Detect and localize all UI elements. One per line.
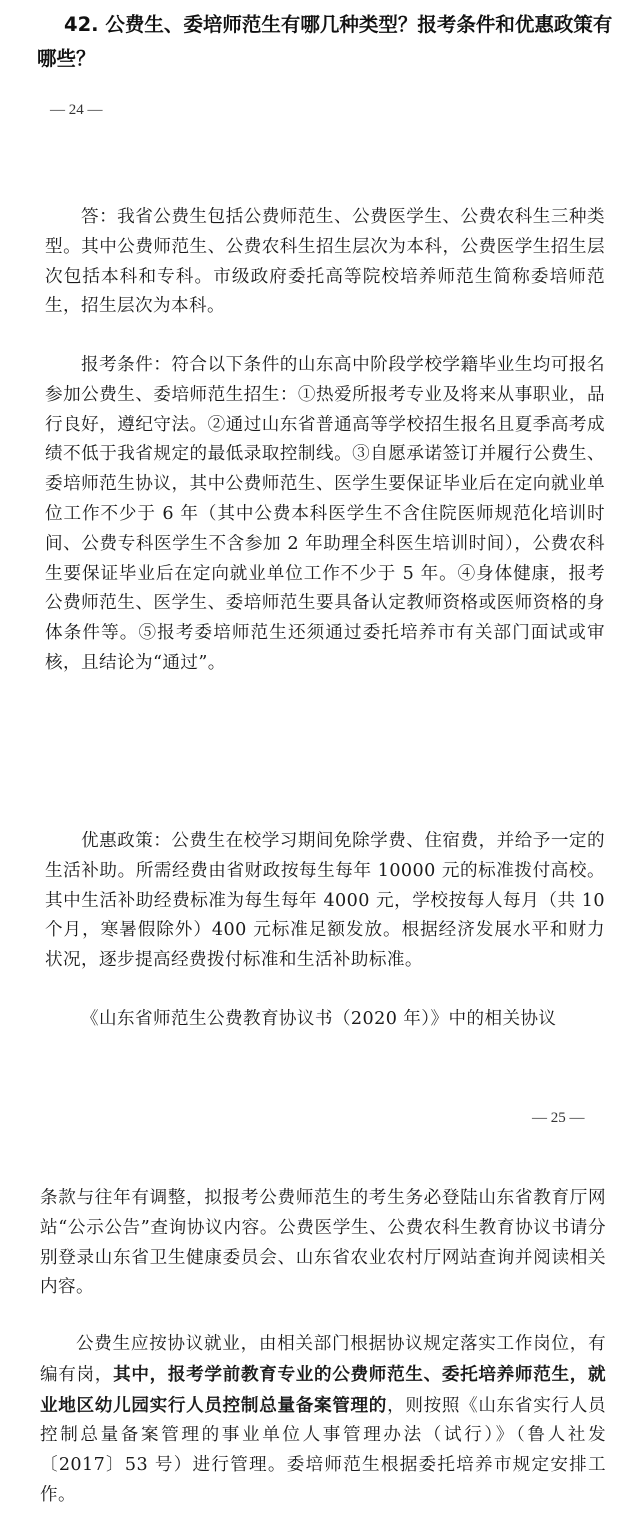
- page-number-24: — 24 —: [50, 102, 103, 118]
- employment-bold-text: 其中，报考学前教育专业的公费师范生、委托培养师范生，就业地区幼儿园实行人员控制总量备案管理的: [40, 1363, 606, 1416]
- employment-text-2: ，则按照《山东省实行人员控制总量备案管理的事业单位人事管理办法（试行）》（鲁人社发〔2017〕53 号）进行管理。委培师范生根据委托培养市规定安排工作。: [40, 1395, 606, 1505]
- conditions-paragraph: 报考条件：符合以下条件的山东高中阶段学校学籍毕业生均可报名参加公费生、委培师范生招生：①热爱所报考专业及将来从事职业，品行良好，遵纪守法。②通过山东省普通高等学校招生报名且夏季高考成绩不低于我省规定的最低录取控制线。③自愿承诺签订并履行公费生、委培师范生协议，其中公费师范生、医学生要保证毕业后在定向就业单位工作不少于 6 年（其中公费本科医学生不含住院医师规范化培训时间、公费专科医学生不含参加 2 年助理全科医生培训时间），公费农科生要保证毕业后在定向就业单位工作不少于 5 年。④身体健康，报考公费师范生、医学生、委培师范生要具备认定教师资格或医师资格的身体条件等。⑤报考委培师范生还须通过委托培养市有关部门面试或审核，且结论为“通过”。: [45, 355, 605, 673]
- answer-types-paragraph: 答：我省公费生包括公费师范生、公费医学生、公费农科生三种类型。其中公费师范生、公费农科生招生层次为本科，公费医学生招生层次包括本科和专科。市级政府委托高等院校培养师范生简称委培师范生，招生层次为本科。: [45, 207, 605, 317]
- policy-paragraph: 优惠政策：公费生在校学习期间免除学费、住宿费，并给予一定的生活补助。所需经费由省财政按每生每年 10000 元的标准拨付高校。其中生活补助经费标准为每生每年 4000 元，学校按每人每月（共 10 个月，寒暑假除外）400 元标准足额发放。根据经济发展水平和财力状况，逐步提高经费拨付标准和生活补助标准。: [45, 831, 605, 971]
- page-number-25: — 25 —: [532, 1110, 585, 1126]
- employment-text-1: 公费生应按协议就业，由相关部门根据协议规定落实工作岗位，有编有岗，: [40, 1334, 606, 1385]
- employment-paragraph: [40, 1330, 606, 1511]
- agreement-paragraph-start: 《山东省师范生公费教育协议书（2020 年）》中的相关协议: [81, 1009, 557, 1029]
- agreement-paragraph-continued: 条款与往年有调整，拟报考公费师范生的考生务必登陆山东省教育厅网站“公示公告”查询协议内容。公费医学生、公费农科生教育协议书请分别登录山东省卫生健康委员会、山东省农业农村厅网站查询并阅读相关内容。: [40, 1188, 606, 1298]
- question-title: 42. 公费生、委培师范生有哪几种类型？报考条件和优惠政策有哪些？: [37, 13, 613, 70]
